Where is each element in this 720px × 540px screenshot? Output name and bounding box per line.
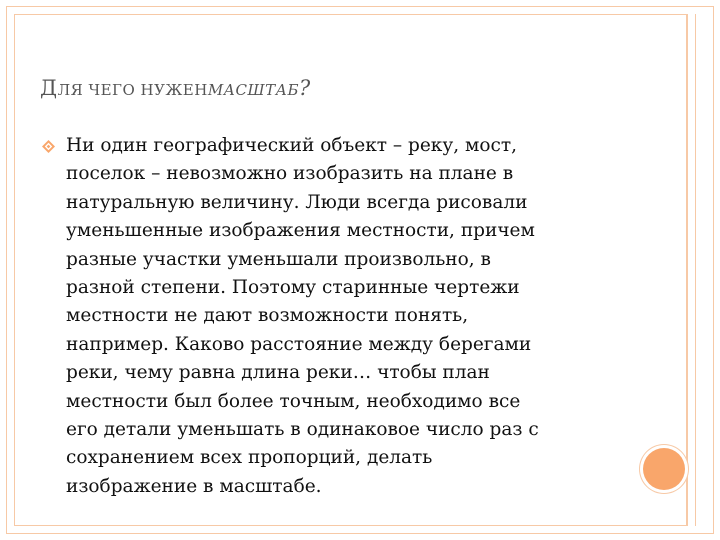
title-question-mark: ?: [299, 76, 311, 100]
decorative-circle: [643, 448, 685, 490]
bullet-line: местности был более точным, необходимо все: [66, 390, 521, 412]
bullet-line: изображение в масштабе.: [66, 475, 322, 497]
diamond-bullet-icon: [42, 140, 55, 153]
bullet-line: разные участки уменьшали произвольно, в: [66, 248, 491, 270]
slide-title: [40, 76, 311, 100]
bullet-line: разной степени. Поэтому старинные чертежи: [66, 277, 520, 299]
bullet-line: уменьшенные изображения местности, причем: [66, 220, 535, 242]
bullet-line: Ни один географический объект – реку, мост,: [66, 135, 518, 156]
bullet-line: его детали уменьшать в одинаковое число раз с: [66, 419, 539, 441]
bullet-list: [40, 132, 610, 501]
bullet-line: местности не дают возможности понять,: [66, 305, 469, 327]
bullet-line: например. Каково расстояние между берегами: [66, 333, 532, 355]
bullet-item: [40, 132, 610, 501]
title-smallcaps: ЛЯ ЧЕГО НУЖЕН: [57, 81, 208, 99]
title-initial: Д: [40, 76, 58, 100]
bullet-line: сохранением всех пропорций, делать: [66, 447, 433, 469]
bullet-line: поселок – невозможно изобразить на плане в: [66, 163, 514, 185]
side-bar: [686, 14, 696, 526]
bullet-text: [66, 132, 610, 501]
bullet-line: натуральную величину. Люди всегда рисовали: [66, 191, 528, 213]
bullet-line: реки, чему равна длина реки… чтобы план: [66, 362, 490, 384]
title-italic: МАСШТАБ: [207, 81, 300, 99]
